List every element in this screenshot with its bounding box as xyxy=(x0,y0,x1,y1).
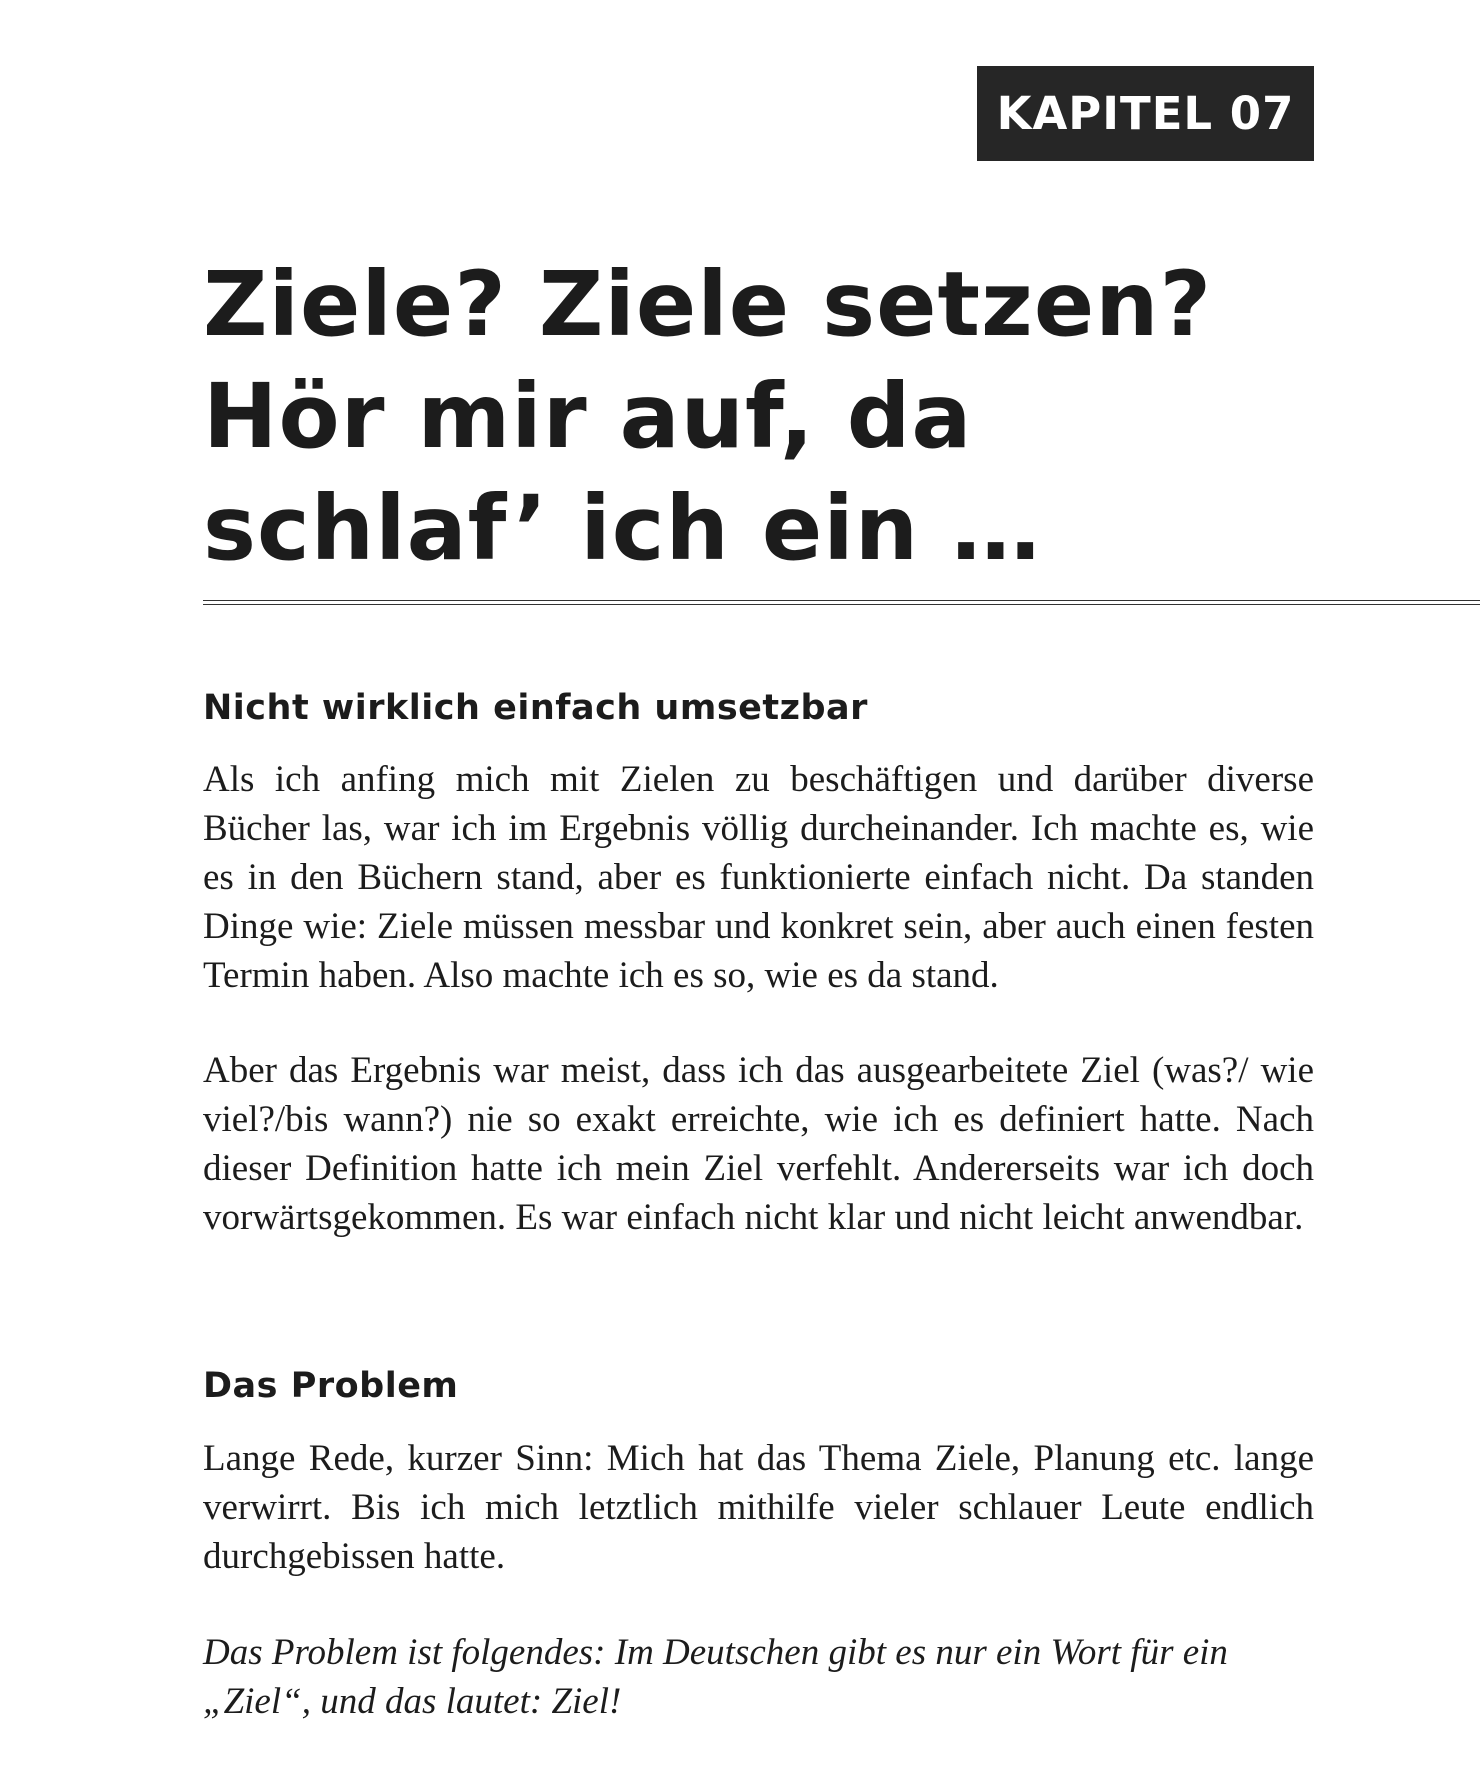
chapter-title-line-1: Ziele? Ziele setzen? xyxy=(203,252,1213,356)
chapter-title-line-3: schlaf’ ich ein … xyxy=(203,476,1042,580)
chapter-badge: KAPITEL 07 xyxy=(977,66,1314,161)
chapter-title-line-2: Hör mir auf, da xyxy=(203,364,973,468)
chapter-title xyxy=(203,248,1303,584)
section-1-paragraph-2: Aber das Ergebnis war meist, dass ich das ausgearbeitete Ziel (was?/ wie viel?/bis wann?) nie so exakt erreichte, wie ich es definiert hatte. Nach dieser Definition hatte ich mein Ziel verfehlt. Andererseits war ich doch vorwärtsgekommen. Es war einfach nicht klar und nicht leicht anwendbar. xyxy=(203,1050,1314,1238)
section-heading-2: Das Problem xyxy=(203,1366,459,1406)
section-2-paragraph-2: Das Problem ist folgendes: Im Deutschen gibt es nur ein Wort für ein „Ziel“, und das lautet: Ziel! xyxy=(203,1632,1228,1722)
section-heading-1: Nicht wirklich einfach umsetzbar xyxy=(203,688,868,728)
section-2-paragraph-1: Lange Rede, kurzer Sinn: Mich hat das Thema Ziele, Planung etc. lange verwirrt. Bis ich mich letztlich mithilfe vieler schlauer Leute endlich durchgebissen hatte. xyxy=(203,1438,1314,1577)
section-1-paragraph-1: Als ich anfing mich mit Zielen zu beschäftigen und darüber diverse Bücher las, war ich im Ergebnis völlig durcheinander. Ich machte es, wie es in den Büchern stand, aber es funktionierte einfach nicht. Da standen Dinge wie: Ziele müssen messbar und konkret sein, aber auch einen festen Termin haben. Also machte ich es so, wie es da stand. xyxy=(203,759,1314,996)
title-divider xyxy=(203,600,1480,605)
